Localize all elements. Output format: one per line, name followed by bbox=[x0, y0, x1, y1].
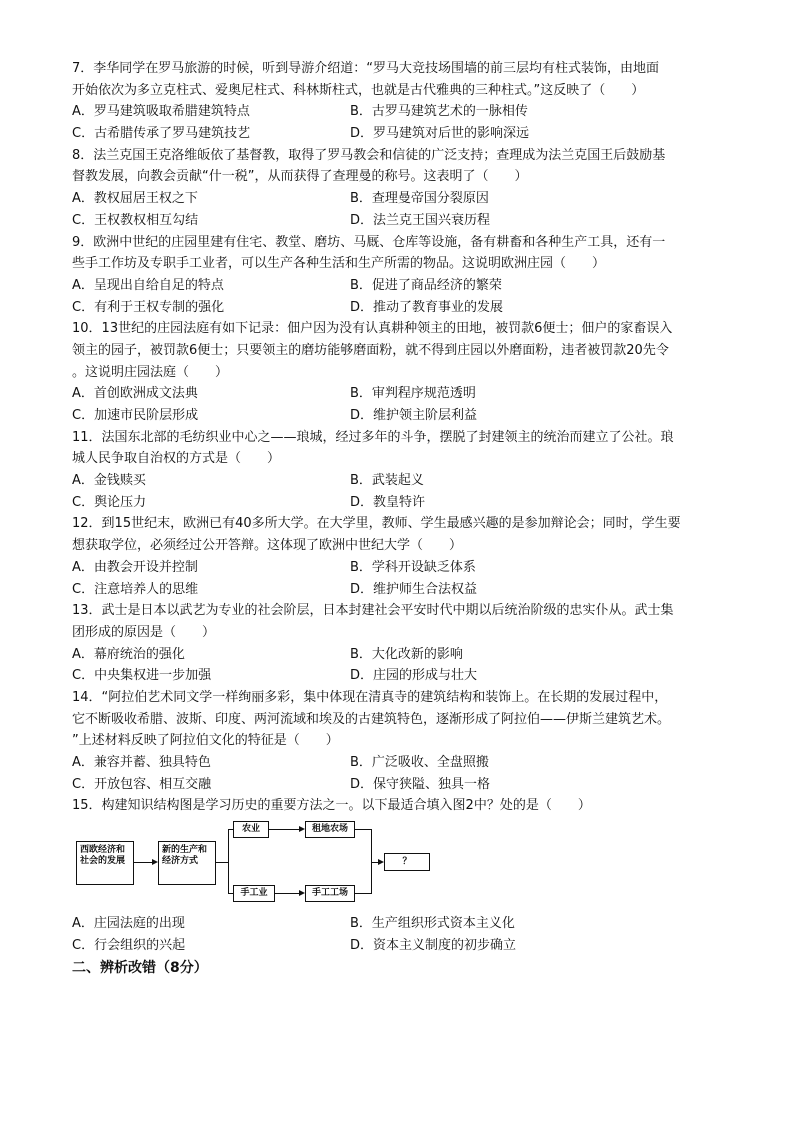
options-row bbox=[72, 405, 722, 427]
question-stem-line: 12．到15世纪末，欧洲已有40多所大学。在大学里，教师、学生最感兴趣的是参加辩论会；同时，学生要 bbox=[72, 516, 681, 532]
question-block bbox=[72, 600, 722, 687]
question-block bbox=[72, 58, 722, 145]
option-b[interactable]: B．生产组织形式资本主义化 bbox=[350, 916, 515, 932]
option-d[interactable]: D．推动了教育事业的发展 bbox=[350, 299, 504, 315]
options-row bbox=[72, 101, 722, 123]
option-b[interactable]: B．古罗马建筑艺术的一脉相传 bbox=[350, 104, 528, 120]
question-stem-line: 13．武士是日本以武艺为专业的社会阶层，日本封建社会平安时代中期以后统治阶级的忠实仆从。武士集 bbox=[72, 603, 674, 619]
question-block bbox=[72, 513, 722, 600]
option-c[interactable]: C．注意培养人的思维 bbox=[72, 581, 199, 597]
option-d[interactable]: D．保守狭隘、独具一格 bbox=[350, 776, 491, 792]
question-stem-line: 8．法兰克国王克洛维皈依了基督教，取得了罗马教会和信徒的广泛支持；查理成为法兰克国王后鼓励基 bbox=[72, 147, 666, 163]
question-block bbox=[72, 145, 722, 232]
question-stem-line: 督教发展，向教会贡献“什一税”，从而获得了查理曼的称号。这表明了（ ） bbox=[72, 169, 528, 185]
options-row bbox=[72, 774, 722, 796]
question-stem-line: 想获取学位，必须经过公开答辩。这体现了欧洲中世纪大学（ ） bbox=[72, 538, 463, 554]
option-a[interactable]: A．罗马建筑吸取希腊建筑特点 bbox=[72, 104, 250, 120]
question-stem-line: 11．法国东北部的毛纺织业中心之——琅城，经过多年的斗争，摆脱了封建领主的统治而建立了公社。琅 bbox=[72, 429, 674, 445]
options-row bbox=[72, 383, 722, 405]
diagram-box-tenant-farm: 租地农场 bbox=[305, 821, 355, 838]
diagram-box-handicraft: 手工业 bbox=[233, 885, 275, 902]
options-row bbox=[72, 123, 722, 145]
diagram-box-new-production: 新的生产和经济方式 bbox=[158, 841, 216, 885]
question-stem-line: 14．“阿拉伯艺术同文学一样绚丽多彩，集中体现在清真寺的建筑结构和装饰上。在长期的发展过程中， bbox=[72, 689, 668, 705]
option-d[interactable]: D．法兰克王国兴衰历程 bbox=[350, 212, 491, 228]
options-row bbox=[72, 557, 722, 579]
diagram-box-unknown: ？ bbox=[384, 853, 430, 871]
option-c[interactable]: C．王权教权相互勾结 bbox=[72, 212, 199, 228]
question-list bbox=[72, 58, 722, 795]
option-a[interactable]: A．教权屈居王权之下 bbox=[72, 191, 198, 207]
question-block bbox=[72, 687, 722, 795]
diagram-line bbox=[228, 829, 229, 893]
options-row bbox=[72, 470, 722, 492]
question-stem-line: 领主的园子，被罚款6便士；只要领主的磨坊能够磨面粉，就不得到庄园以外磨面粉，违者被罚款20先令 bbox=[72, 342, 669, 358]
options-row bbox=[72, 665, 722, 687]
question-stem-line: 9．欧洲中世纪的庄园里建有住宅、教堂、磨坊、马厩、仓库等设施，备有耕畜和各种生产工具，还有一 bbox=[72, 234, 666, 250]
diagram-box-workshop: 手工工场 bbox=[305, 885, 355, 902]
options-row bbox=[72, 644, 722, 666]
question-stem-line: 它不断吸收希腊、波斯、印度、两河流域和埃及的古建筑特色，逐渐形成了阿拉伯——伊斯兰建筑艺术。 bbox=[72, 711, 671, 727]
question-stem-line: 团形成的原因是（ ） bbox=[72, 624, 216, 640]
option-c[interactable]: C．中央集权进一步加强 bbox=[72, 668, 212, 684]
option-b[interactable]: B．武装起义 bbox=[350, 473, 424, 489]
option-a[interactable]: A．金钱赎买 bbox=[72, 473, 146, 489]
option-b[interactable]: B．学科开设缺乏体系 bbox=[350, 559, 476, 575]
question-15-stem: 15．构建知识结构图是学习历史的重要方法之一。以下最适合填入图2中？处的是（ ） bbox=[72, 798, 591, 814]
diagram-box-agriculture: 农业 bbox=[233, 821, 269, 838]
question-stem-line: 开始依次为多立克柱式、爱奥尼柱式、科林斯柱式，也就是古代雅典的三种柱式。”这反映了（ ） bbox=[72, 82, 645, 98]
option-c[interactable]: C．有利于王权专制的强化 bbox=[72, 299, 225, 315]
options-row bbox=[72, 579, 722, 601]
option-c[interactable]: C．加速市民阶层形成 bbox=[72, 408, 199, 423]
question-block bbox=[72, 232, 722, 319]
option-b[interactable]: B．查理曼帝国分裂原因 bbox=[350, 191, 489, 207]
question-block bbox=[72, 318, 722, 426]
option-d[interactable]: D．维护师生合法权益 bbox=[350, 581, 478, 597]
option-d[interactable]: D．维护领主阶层利益 bbox=[350, 408, 478, 423]
option-c[interactable]: C．舆论压力 bbox=[72, 494, 147, 510]
option-b[interactable]: B．促进了商品经济的繁荣 bbox=[350, 277, 502, 293]
question-15 bbox=[72, 795, 722, 956]
diagram-line bbox=[355, 829, 371, 830]
option-a[interactable]: A．由教会开设并控制 bbox=[72, 559, 198, 575]
option-a[interactable]: A．幕府统治的强化 bbox=[72, 646, 185, 662]
option-c[interactable]: C．古希腊传承了罗马建筑技艺 bbox=[72, 126, 251, 142]
question-stem-line: 。这说明庄园法庭（ ） bbox=[72, 364, 229, 380]
options-row bbox=[72, 492, 722, 514]
question-stem-line: 7．李华同学在罗马旅游的时候，听到导游介绍道：“罗马大竞技场围墙的前三层均有柱式装饰，由地面 bbox=[72, 61, 660, 76]
option-d[interactable]: D．庄园的形成与壮大 bbox=[350, 668, 478, 684]
options-row bbox=[72, 297, 722, 319]
option-b[interactable]: B．大化改新的影响 bbox=[350, 646, 463, 662]
question-block bbox=[72, 427, 722, 514]
option-d[interactable]: D．资本主义制度的初步确立 bbox=[350, 937, 517, 953]
option-a[interactable]: A．庄园法庭的出现 bbox=[72, 916, 185, 932]
options-row bbox=[72, 188, 722, 210]
option-a[interactable]: A．兼容并蓄、独具特色 bbox=[72, 755, 211, 770]
option-c[interactable]: C．行会组织的兴起 bbox=[72, 937, 186, 953]
question-stem-line: ”上述材料反映了阿拉伯文化的特征是（ ） bbox=[72, 733, 339, 749]
diagram-line bbox=[269, 829, 299, 830]
options-row bbox=[72, 275, 722, 297]
option-b[interactable]: B．审判程序规范透明 bbox=[350, 386, 476, 402]
diagram-line bbox=[275, 893, 299, 894]
option-b[interactable]: B．广泛吸收、全盘照搬 bbox=[350, 755, 489, 770]
options-row bbox=[72, 913, 722, 935]
diagram-line bbox=[134, 862, 152, 863]
option-a[interactable]: A．呈现出自给自足的特点 bbox=[72, 277, 224, 293]
knowledge-structure-diagram bbox=[76, 821, 436, 907]
exam-page bbox=[72, 58, 722, 980]
option-d[interactable]: D．教皇特许 bbox=[350, 494, 426, 510]
question-stem-line: 城人民争取自治权的方式是（ ） bbox=[72, 451, 281, 467]
question-stem-line: 10．13世纪的庄园法庭有如下记录：佃户因为没有认真耕种领主的田地，被罚款6便士；佃户的家畜误入 bbox=[72, 321, 673, 337]
options-row bbox=[72, 752, 722, 774]
diagram-box-west-europe: 西欧经济和社会的发展 bbox=[76, 841, 134, 885]
diagram-line bbox=[216, 862, 228, 863]
question-stem-line: 些手工作坊及专职手工业者，可以生产各种生活和生产所需的物品。这说明欧洲庄园（ ） bbox=[72, 256, 606, 272]
option-a[interactable]: A．首创欧洲成文法典 bbox=[72, 386, 198, 402]
diagram-line bbox=[355, 893, 371, 894]
options-row bbox=[72, 210, 722, 232]
options-row bbox=[72, 935, 722, 957]
option-d[interactable]: D．罗马建筑对后世的影响深远 bbox=[350, 126, 530, 142]
option-c[interactable]: C．开放包容、相互交融 bbox=[72, 776, 212, 792]
section-title: 二、辨析改错（8分） bbox=[72, 960, 208, 977]
